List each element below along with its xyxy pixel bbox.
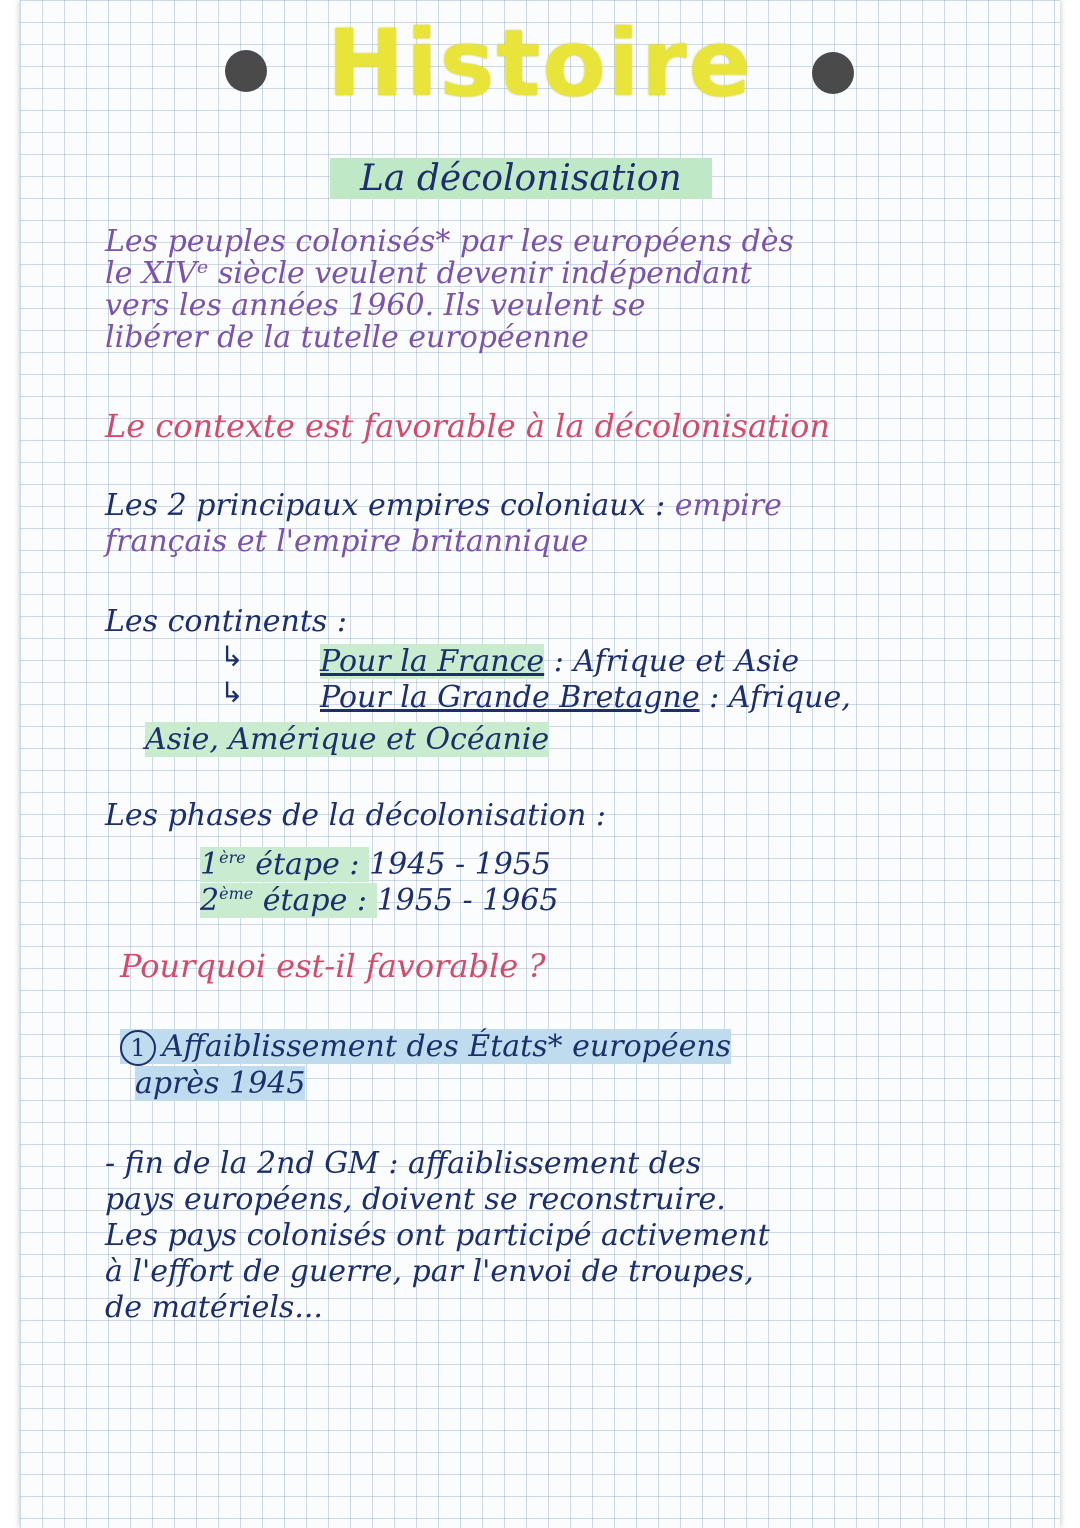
arrow-icon: ↳ <box>220 676 244 709</box>
context-heading: Le contexte est favorable à la décolonisation <box>105 407 830 445</box>
intro-line-2: le XIVᵉ siècle veulent devenir indépendant <box>105 256 752 291</box>
step2-range: 1955 - 1965 <box>376 883 559 918</box>
question-heading: Pourquoi est-il favorable ? <box>120 947 546 985</box>
phases-heading: Les phases de la décolonisation : <box>105 798 606 833</box>
continents-france <box>320 646 1030 678</box>
body-line-1: - fin de la 2nd GM : affaiblissement des <box>105 1146 702 1181</box>
body-line-2: pays européens, doivent se reconstruire. <box>105 1182 726 1217</box>
gb-label: Pour la Grande Bretagne <box>320 680 700 715</box>
continents-gb <box>320 682 1030 714</box>
page-subtitle: La décolonisation <box>330 158 712 199</box>
body-line-4: à l'effort de guerre, par l'envoi de troupes, <box>105 1254 754 1289</box>
step1-num: 1 <box>200 847 220 882</box>
gb-value: : Afrique, <box>699 680 851 715</box>
empires-line-1 <box>105 490 1030 522</box>
point1-title <box>120 1029 731 1064</box>
arrow-icon: ↳ <box>220 640 244 673</box>
continents-gb-2 <box>145 724 1030 756</box>
empires-text: Les 2 principaux empires coloniaux : <box>105 488 675 523</box>
step2-label <box>200 883 377 918</box>
france-label: Pour la France <box>320 644 545 679</box>
step1-range: 1945 - 1955 <box>369 847 551 882</box>
body-line-3: Les pays colonisés ont participé activement <box>105 1218 770 1253</box>
continents-heading: Les continents : <box>105 604 347 639</box>
body-line-5: de matériels... <box>105 1290 323 1325</box>
step1-label <box>200 847 369 882</box>
intro-line-4: libérer de la tutelle européenne <box>105 320 589 355</box>
empires-line-2: français et l'empire britannique <box>105 524 589 559</box>
notebook-page <box>20 0 1060 1528</box>
point1-title-line-2 <box>135 1068 1030 1100</box>
point1-title-text: Affaiblissement des États* européens <box>162 1029 732 1064</box>
phase-step-2 <box>200 878 1030 917</box>
step1-sup: ère <box>219 848 246 867</box>
empires-text-purple: empire <box>674 488 782 523</box>
gb-value-2: Asie, Amérique et Océanie <box>145 722 550 757</box>
step2-text: étape : <box>253 883 377 918</box>
point1-title-line-1 <box>120 1030 1030 1066</box>
page-title: Histoire <box>327 10 753 117</box>
point1-title-text-2: après 1945 <box>135 1066 306 1101</box>
france-value: : Afrique et Asie <box>544 644 800 679</box>
phase-step-1 <box>200 842 1030 881</box>
step2-num: 2 <box>200 883 220 918</box>
intro-line-1: Les peuples colonisés* par les européens dès <box>105 224 794 259</box>
point1-number: 1 <box>120 1030 156 1066</box>
intro-line-3: vers les années 1960. Ils veulent se <box>105 288 646 323</box>
step1-text: étape : <box>245 847 370 882</box>
step2-sup: ème <box>219 884 254 903</box>
